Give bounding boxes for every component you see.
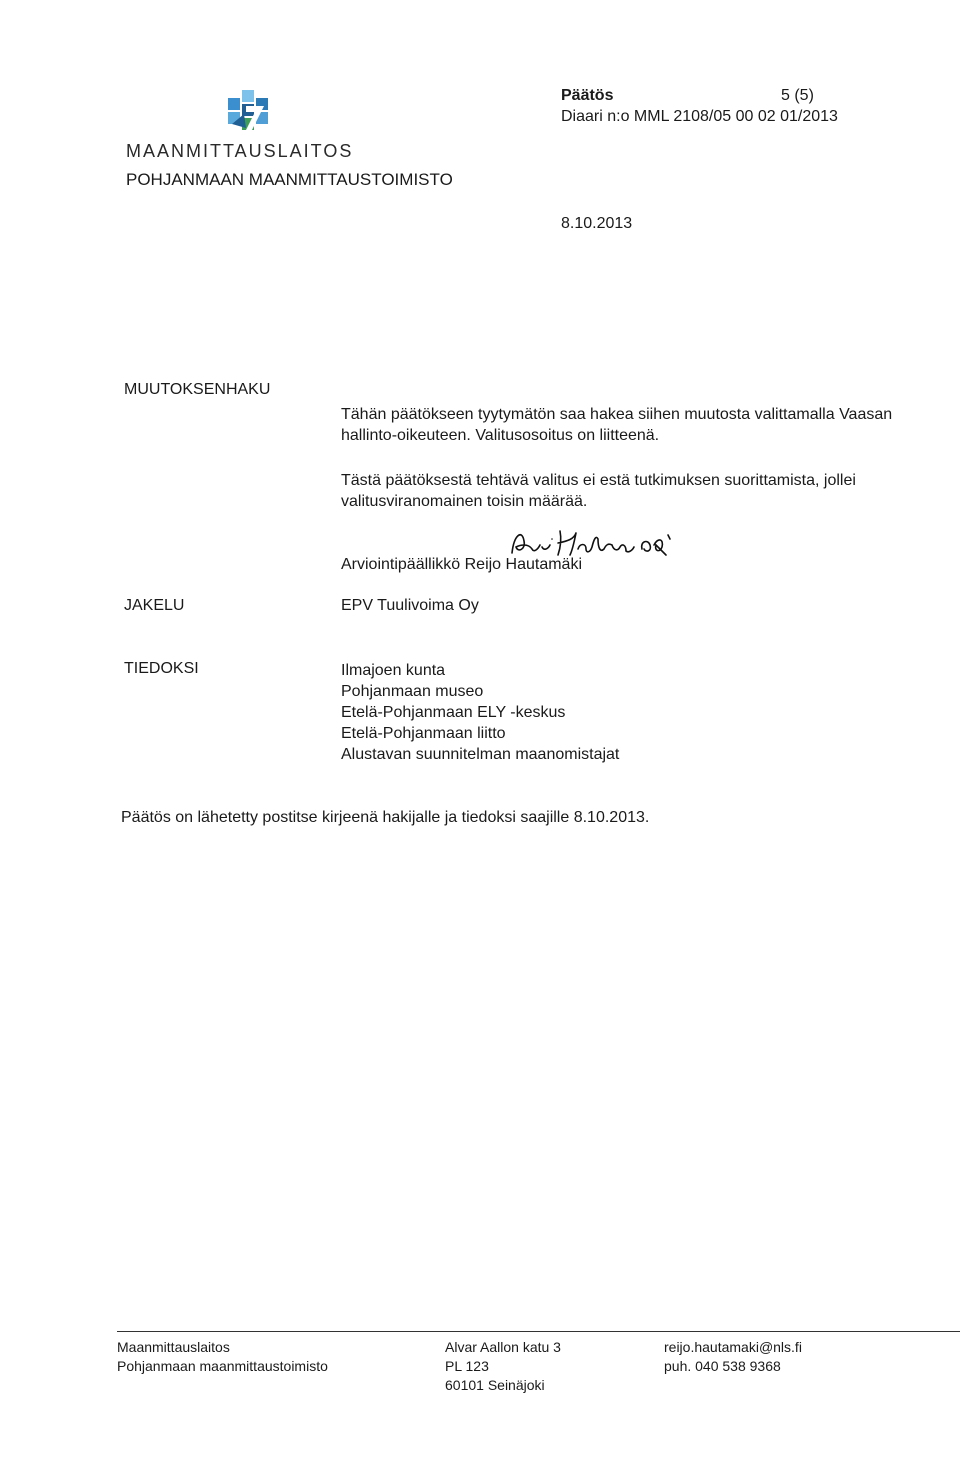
footer-divider: [117, 1331, 960, 1332]
footer-organization: [117, 1338, 328, 1376]
appeal-label: MUUTOKSENHAKU: [124, 381, 271, 398]
footer-email: reijo.hautamaki@nls.fi: [664, 1339, 802, 1355]
footer-street: Alvar Aallon katu 3: [445, 1339, 561, 1355]
document-type: Päätös: [561, 87, 614, 104]
maanmittauslaitos-logo-icon: [224, 84, 274, 134]
appeal-paragraph-2: Tästä päätöksestä tehtävä valitus ei estä tutkimuksen suorittamista, jollei valitusviranomainen toisin määrää.: [341, 472, 856, 510]
mailing-note: Päätös on lähetetty postitse kirjeenä hakijalle ja tiedoksi saajille 8.10.2013.: [121, 809, 650, 826]
page-number: 5 (5): [781, 87, 814, 104]
footer-org-unit: Pohjanmaan maanmittaustoimisto: [117, 1358, 328, 1374]
info-recipient-list: [341, 660, 619, 765]
list-item: Pohjanmaan museo: [341, 683, 484, 700]
list-item: Etelä-Pohjanmaan liitto: [341, 725, 506, 742]
distribution-recipient: EPV Tuulivoima Oy: [341, 597, 479, 614]
footer-address: [445, 1338, 561, 1395]
footer-po-box: PL 123: [445, 1358, 489, 1374]
list-item: Ilmajoen kunta: [341, 662, 446, 679]
footer-postal-code: 60101 Seinäjoki: [445, 1377, 545, 1393]
footer-contact: [664, 1338, 802, 1376]
distribution-label: JAKELU: [124, 597, 185, 614]
footer-org-name: Maanmittauslaitos: [117, 1339, 230, 1355]
document-date: 8.10.2013: [561, 215, 633, 232]
footer-phone: puh. 040 538 9368: [664, 1358, 781, 1374]
list-item: Alustavan suunnitelman maanomistajat: [341, 746, 620, 763]
signer-name: Arviointipäällikkö Reijo Hautamäki: [341, 556, 582, 573]
list-item: Etelä-Pohjanmaan ELY -keskus: [341, 704, 566, 721]
diary-number: Diaari n:o MML 2108/05 00 02 01/2013: [561, 108, 838, 125]
appeal-paragraph-1: Tähän päätökseen tyytymätön saa hakea siihen muutosta valittamalla Vaasan hallinto-oikeuteen. Valitusosoitus on liitteenä.: [341, 406, 893, 444]
info-label: TIEDOKSI: [124, 660, 199, 677]
organization-unit: POHJANMAAN MAANMITTAUSTOIMISTO: [126, 170, 453, 189]
organization-name: MAANMITTAUSLAITOS: [126, 141, 354, 161]
